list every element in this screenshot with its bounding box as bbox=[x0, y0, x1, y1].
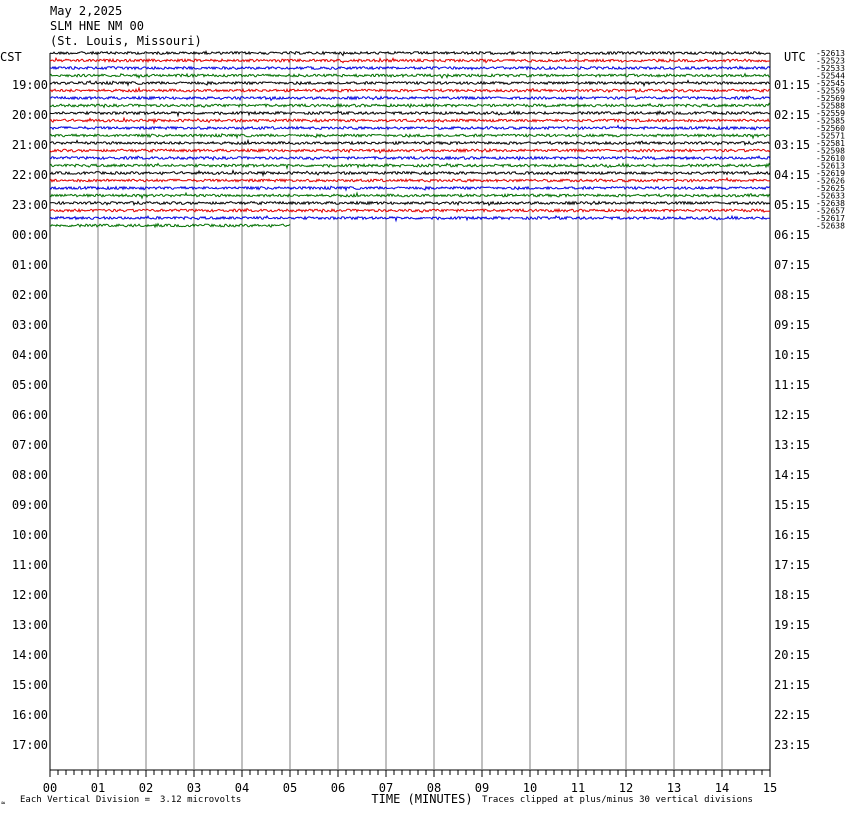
seismic-trace bbox=[50, 164, 770, 169]
corner-mark: ≈ bbox=[1, 799, 6, 807]
utc-hour-label: 06:15 bbox=[774, 228, 811, 242]
utc-hour-label: 01:15 bbox=[774, 78, 811, 92]
utc-hour-label: 22:15 bbox=[774, 708, 811, 722]
trace-offset-label: -52581 bbox=[816, 139, 845, 148]
seismic-trace bbox=[50, 141, 770, 145]
station-location: (St. Louis, Missouri) bbox=[50, 34, 202, 48]
seismic-trace bbox=[50, 88, 770, 92]
utc-hour-label: 18:15 bbox=[774, 588, 811, 602]
cst-hour-label: 00:00 bbox=[11, 228, 48, 242]
utc-hour-label: 12:15 bbox=[774, 408, 811, 422]
utc-hour-label: 05:15 bbox=[774, 198, 811, 212]
seismic-trace bbox=[50, 51, 770, 55]
seismic-trace bbox=[50, 104, 770, 108]
seismic-trace bbox=[50, 186, 770, 190]
trace-offset-label: -52533 bbox=[816, 64, 845, 73]
x-tick-label: 02 bbox=[138, 781, 154, 795]
seismic-trace bbox=[50, 156, 770, 160]
trace-offset-label: -52619 bbox=[816, 169, 845, 178]
trace-offset-label: -52523 bbox=[816, 56, 845, 66]
cst-hour-label: 20:00 bbox=[11, 108, 48, 122]
utc-hour-label: 08:15 bbox=[774, 288, 811, 302]
utc-hour-label: 17:15 bbox=[774, 558, 811, 572]
seismic-trace bbox=[50, 171, 770, 176]
trace-offset-label: -52610 bbox=[816, 154, 845, 163]
station-code: SLM HNE NM 00 bbox=[50, 19, 144, 33]
cst-hour-label: 16:00 bbox=[11, 708, 48, 722]
cst-hour-label: 14:00 bbox=[11, 648, 48, 662]
x-tick-label: 00 bbox=[42, 781, 58, 795]
trace-offset-label: -52638 bbox=[816, 199, 845, 208]
cst-hour-label: 23:00 bbox=[11, 198, 48, 212]
left-zone-label: CST bbox=[0, 50, 22, 64]
x-tick-label: 11 bbox=[570, 781, 586, 795]
cst-hour-label: 19:00 bbox=[11, 78, 48, 92]
utc-hour-label: 15:15 bbox=[774, 498, 811, 512]
x-tick-label: 01 bbox=[90, 781, 106, 795]
seismic-trace bbox=[50, 209, 770, 213]
seismic-trace bbox=[50, 224, 290, 227]
cst-hour-label: 22:00 bbox=[11, 168, 48, 182]
plot-date: May 2,2025 bbox=[50, 4, 123, 18]
trace-offset-label: -52657 bbox=[816, 206, 845, 216]
x-tick-label: 04 bbox=[234, 781, 250, 795]
trace-offset-label: -52613 bbox=[816, 161, 845, 171]
cst-hour-label: 21:00 bbox=[11, 138, 48, 152]
cst-hour-label: 02:00 bbox=[11, 288, 48, 302]
utc-hour-label: 16:15 bbox=[774, 528, 811, 542]
seismic-trace bbox=[50, 111, 770, 116]
division-label: Each Vertical Division = bbox=[20, 795, 151, 805]
cst-hour-label: 07:00 bbox=[11, 438, 48, 452]
seismic-trace bbox=[50, 134, 770, 138]
utc-hour-label: 02:15 bbox=[774, 108, 811, 122]
trace-offset-label: -52560 bbox=[816, 124, 845, 133]
trace-offset-label: -52633 bbox=[816, 191, 845, 201]
trace-offset-label: -52569 bbox=[816, 94, 845, 103]
cst-hour-label: 04:00 bbox=[11, 348, 48, 362]
trace-offset-label: -52626 bbox=[816, 176, 845, 186]
cst-hour-label: 15:00 bbox=[11, 678, 48, 692]
trace-offset-label: -52585 bbox=[816, 116, 845, 126]
cst-hour-label: 08:00 bbox=[11, 468, 48, 482]
cst-hour-label: 10:00 bbox=[11, 528, 48, 542]
trace-offset-label: -52544 bbox=[816, 71, 845, 81]
x-axis-title: TIME (MINUTES) bbox=[371, 792, 473, 806]
utc-hour-label: 07:15 bbox=[774, 258, 811, 272]
cst-hour-label: 05:00 bbox=[11, 378, 48, 392]
seismic-trace bbox=[50, 81, 770, 86]
utc-hour-label: 21:15 bbox=[774, 678, 811, 692]
trace-offset-label: -52588 bbox=[816, 101, 845, 111]
trace-offset-label: -52559 bbox=[816, 109, 845, 118]
cst-hour-label: 01:00 bbox=[11, 258, 48, 272]
seismic-trace bbox=[50, 58, 770, 63]
seismic-trace bbox=[50, 149, 770, 153]
cst-hour-label: 12:00 bbox=[11, 588, 48, 602]
clip-note: Traces clipped at plus/minus 30 vertical divisions bbox=[482, 795, 753, 805]
seismic-trace bbox=[50, 193, 770, 198]
trace-offset-label: -52598 bbox=[816, 146, 845, 156]
utc-hour-label: 23:15 bbox=[774, 738, 811, 752]
utc-hour-label: 03:15 bbox=[774, 138, 811, 152]
trace-offset-label: -52617 bbox=[816, 214, 845, 223]
x-tick-label: 13 bbox=[666, 781, 682, 795]
utc-hour-label: 11:15 bbox=[774, 378, 811, 392]
right-zone-label: UTC bbox=[784, 50, 806, 64]
x-tick-label: 06 bbox=[330, 781, 346, 795]
seismic-trace bbox=[50, 216, 770, 221]
utc-hour-label: 04:15 bbox=[774, 168, 811, 182]
utc-hour-label: 10:15 bbox=[774, 348, 811, 362]
seismic-trace bbox=[50, 67, 770, 70]
x-tick-label: 03 bbox=[186, 781, 202, 795]
seismic-trace bbox=[50, 118, 770, 123]
x-tick-label: 09 bbox=[474, 781, 490, 795]
trace-offset-label: -52613 bbox=[816, 49, 845, 58]
trace-offset-label: -52559 bbox=[816, 86, 845, 96]
cst-hour-label: 13:00 bbox=[11, 618, 48, 632]
seismic-trace bbox=[50, 74, 770, 78]
cst-hour-label: 11:00 bbox=[11, 558, 48, 572]
x-tick-label: 15 bbox=[762, 781, 778, 795]
seismic-trace bbox=[50, 126, 770, 130]
x-tick-label: 12 bbox=[618, 781, 634, 795]
trace-offset-label: -52545 bbox=[816, 79, 845, 88]
trace-offset-label: -52638 bbox=[816, 221, 845, 231]
x-tick-label: 10 bbox=[522, 781, 538, 795]
utc-hour-label: 13:15 bbox=[774, 438, 811, 452]
cst-hour-label: 03:00 bbox=[11, 318, 48, 332]
seismic-trace bbox=[50, 178, 770, 182]
trace-offset-label: -52571 bbox=[816, 131, 845, 141]
cst-hour-label: 09:00 bbox=[11, 498, 48, 512]
cst-hour-label: 17:00 bbox=[11, 738, 48, 752]
seismic-trace bbox=[50, 96, 770, 100]
x-tick-label: 07 bbox=[378, 781, 394, 795]
utc-hour-label: 09:15 bbox=[774, 318, 811, 332]
trace-offset-label: -52625 bbox=[816, 184, 845, 193]
utc-hour-label: 20:15 bbox=[774, 648, 811, 662]
utc-hour-label: 19:15 bbox=[774, 618, 811, 632]
division-value: 3.12 microvolts bbox=[160, 795, 242, 805]
x-tick-label: 14 bbox=[714, 781, 730, 795]
x-tick-label: 08 bbox=[426, 781, 442, 795]
seismic-trace bbox=[50, 202, 770, 206]
cst-hour-label: 06:00 bbox=[11, 408, 48, 422]
utc-hour-label: 14:15 bbox=[774, 468, 811, 482]
x-tick-label: 05 bbox=[282, 781, 298, 795]
